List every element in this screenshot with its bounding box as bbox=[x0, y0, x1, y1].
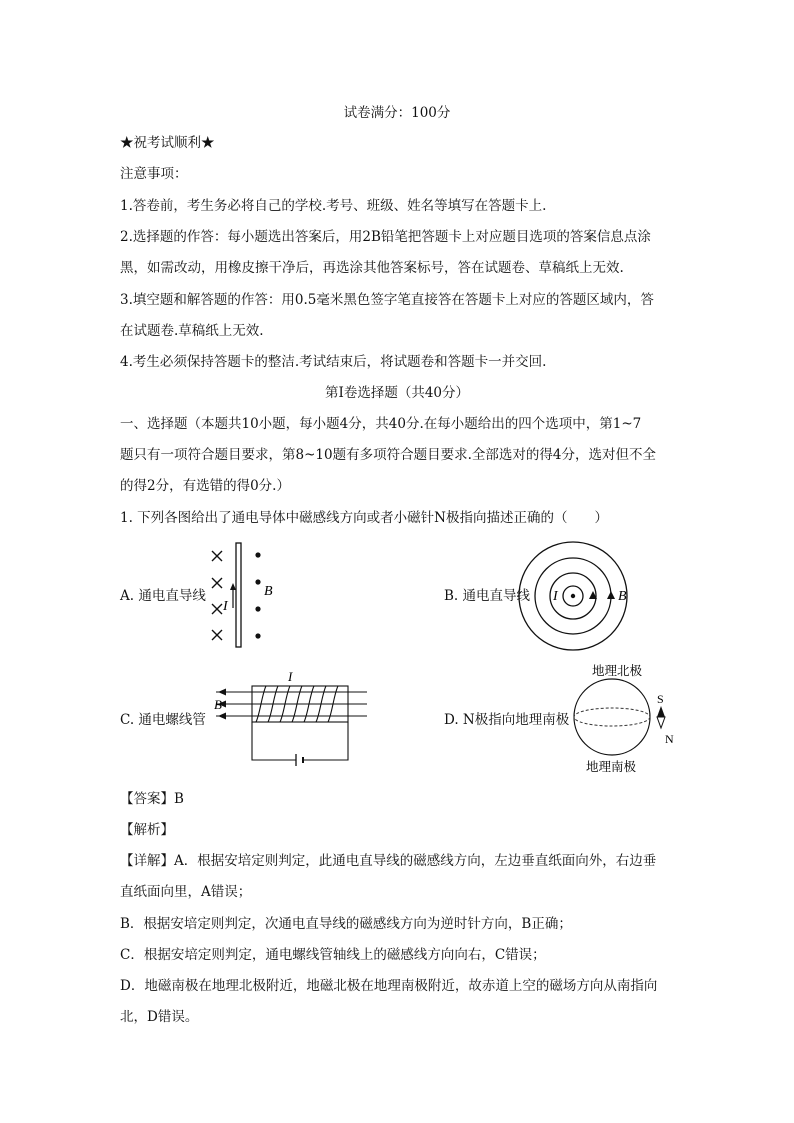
circuit-wire bbox=[252, 722, 348, 760]
option-a-label: A. 通电直导线 bbox=[120, 588, 206, 604]
notice-title: 注意事项： bbox=[120, 166, 188, 182]
notice-2b: 黑，如需改动，用橡皮擦干净后，再选涂其他答案标号，答在试题卷、草稿纸上无效. bbox=[120, 260, 624, 276]
detail-1a: 【详解】A．根据安培定则判定，此通电直导线的磁感线方向，左边垂直纸面向外，右边垂 bbox=[120, 853, 657, 869]
answer-label: 【答案】B bbox=[120, 791, 184, 807]
field-lines bbox=[216, 692, 367, 716]
earth bbox=[574, 679, 650, 755]
notice-2a: 2.选择题的作答：每小题选出答案后，用2B铅笔把答题卡上对应题目选项的答案信息点涂 bbox=[120, 229, 651, 245]
figure-c-solenoid bbox=[212, 668, 372, 770]
blessing: ★祝考试顺利★ bbox=[120, 135, 215, 151]
needle-south-end bbox=[657, 706, 665, 717]
figure-a-straight-wire bbox=[200, 540, 290, 652]
needle-s-label: S bbox=[657, 692, 664, 706]
option-d-label: D. N极指向地理南极 bbox=[444, 712, 570, 728]
option-c-label: C. 通电螺线管 bbox=[120, 712, 206, 728]
current-label: I bbox=[288, 669, 293, 684]
field-label: B bbox=[618, 589, 627, 604]
detail-2: B．根据安培定则判定，次通电直导线的磁感线方向为逆时针方向，B正确； bbox=[120, 916, 572, 932]
detail-1b: 直纸面向里，A错误； bbox=[120, 884, 252, 900]
current-arrow bbox=[230, 583, 236, 590]
section-intro-c: 的得2分，有选错的得0分.） bbox=[120, 478, 290, 494]
field-label: B bbox=[214, 697, 222, 712]
geo-south-label: 地理南极 bbox=[586, 760, 637, 774]
current-label: I bbox=[223, 599, 228, 614]
detail-4a: D．地磁南极在地理北极附近，地磁北极在地理南极附近，故赤道上空的磁场方向从南指向 bbox=[120, 978, 658, 994]
field-arrow-outer bbox=[607, 591, 615, 599]
current-label: I bbox=[553, 589, 558, 604]
section-title: 第Ⅰ卷选择题（共40分） bbox=[324, 385, 469, 401]
option-b-label: B. 通电直导线 bbox=[444, 588, 531, 604]
notice-4: 4.考生必须保持答题卡的整洁.考试结束后，将试题卷和答题卡一并交回. bbox=[120, 354, 547, 370]
field-label: B bbox=[264, 584, 273, 599]
notice-1: 1.答卷前，考生务必将自己的学校.考号、班级、姓名等填写在答题卡上. bbox=[120, 198, 547, 214]
wire bbox=[236, 543, 241, 647]
cross-marks bbox=[212, 551, 222, 640]
needle-n-label: N bbox=[665, 732, 674, 746]
analysis-label: 【解析】 bbox=[120, 822, 174, 838]
question-1-stem: 1. 下列各图给出了通电导体中磁感线方向或者小磁针N极指向描述正确的（ ） bbox=[120, 510, 608, 526]
equator bbox=[574, 708, 650, 726]
wire-dot bbox=[571, 594, 575, 598]
section-intro-a: 一、选择题（本题共10小题，每小题4分，共40分.在每小题给出的四个选项中，第1~7 bbox=[120, 416, 642, 432]
dot-marks bbox=[255, 552, 260, 638]
geo-north-label: 地理北极 bbox=[592, 664, 643, 678]
section-intro-b: 题只有一项符合题目要求，第8~10题有多项符合题目要求.全部选对的得4分，选对但不全 bbox=[120, 447, 656, 463]
needle-north-end bbox=[657, 717, 665, 728]
figure-b-concentric-field bbox=[508, 540, 628, 652]
detail-3: C．根据安培定则判定，通电螺线管轴线上的磁感线方向向右，C错误； bbox=[120, 947, 546, 963]
notice-3b: 在试题卷.草稿纸上无效. bbox=[120, 323, 264, 339]
detail-4b: 北，D错误。 bbox=[120, 1009, 199, 1025]
figure-d-earth-compass bbox=[570, 662, 690, 780]
notice-3a: 3.填空题和解答题的作答：用0.5毫米黑色签字笔直接答在答题卡上对应的答题区域内，答 bbox=[120, 292, 654, 308]
full-score: 试卷满分：100分 bbox=[343, 105, 451, 121]
